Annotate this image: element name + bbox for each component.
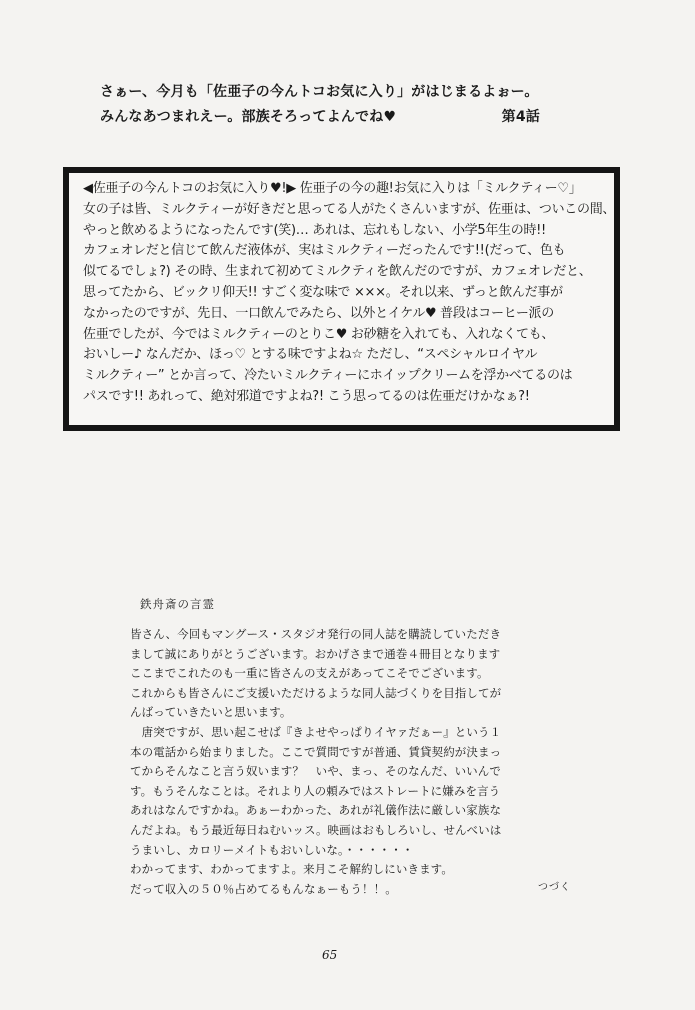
signoff-text: つづく — [538, 882, 571, 893]
column-line: んばっていきたいと思います。 — [130, 705, 292, 720]
column-line: まして誠にありがとうございます。おかげさまで通巻４冊目となります — [130, 646, 501, 661]
handwritten-note-box — [63, 167, 620, 431]
note-line: 似てるでしょ?) その時、生まれて初めてミルクティを飲んだのですが、カフェオレだと、 — [83, 264, 592, 280]
column-line: す。もうそんなことは。それより人の頼みではストレートに嫌みを言う — [130, 783, 501, 798]
column-line: だって収入の５０％占めてるもんなぁーもう！！。 — [130, 881, 397, 896]
column-title: 鉄舟斎の言霊 — [140, 597, 215, 611]
column-line: 皆さん、今回もマングース・スタジオ発行の同人誌を購読していただき — [130, 627, 502, 641]
intro-line-1: さぁー、今月も「佐亜子の今んトコお気に入り」がはじまるよぉー。 — [100, 84, 539, 100]
column-line: あれはなんですかね。あぁーわかった、あれが礼儀作法に厳しい家族な — [130, 803, 502, 818]
note-line: 佐亜でしたが、今ではミルクティーのとりこ♥ お砂糖を入れても、入れなくても、 — [83, 326, 555, 342]
column-line: 唐突ですが、思い起こせば『きよせやっぱりイヤァだぁー』という１ — [130, 724, 502, 739]
episode-label: 第4話 — [501, 109, 540, 125]
note-line: やっと飲めるようになったんです(笑)… あれは、忘れもしない、小学5年生の時!! — [83, 222, 546, 238]
column-body — [130, 625, 560, 899]
column-line: ここまでこれたのも一重に皆さんの支えがあってこそでございます。 — [130, 666, 489, 681]
column-line: んだよね。もう最近毎日ねむいッス。映画はおもしろいし、せんべいは — [130, 822, 502, 837]
note-line: パスです!! あれって、絶対邪道ですよね?! こう思ってるのは佐亜だけかなぁ?! — [83, 388, 530, 404]
column-line: 本の電話から始まりました。ここで質問ですが普通、賃貸契約が決まっ — [130, 744, 502, 759]
note-line: なかったのですが、先日、一口飲んでみたら、以外とイケル♥ 普段はコーヒー派の — [83, 305, 554, 321]
note-line: カフェオレだと信じて飲んだ液体が、実はミルクティーだったんです!!(だって、色も — [83, 243, 566, 259]
intro-line-2-row — [100, 105, 540, 130]
note-line: ◀佐亜子の今んトコのお気に入り♥!▶ 佐亜子の今の趣!お気に入りは「ミルクティー♡」 — [83, 181, 582, 196]
column-line: うまいし、カロリーメイトもおいしいな。・・・・・・ — [130, 842, 414, 857]
note-line: ミルクティー” とか言って、冷たいミルクティーにホイップクリームを浮かべてるのは — [83, 368, 573, 384]
handwritten-note-text — [83, 179, 616, 408]
column-line: てからそんなこと言う奴います？ いや、まっ、そのなんだ、いいんで — [130, 764, 501, 779]
note-line: おいしー♪ なんだか、ほっ♡ とする味ですよね☆ ただし、“スペシャルロイヤル — [83, 347, 538, 363]
intro-line-2: みんなあつまれえー。部族そろってよんでね♥ — [100, 109, 397, 125]
column-line: わかってます、わかってますよ。来月こそ解約しにいきます。 — [130, 862, 453, 877]
note-line: 思ってたから、ビックリ仰天!! すごく変な味で ×××。それ以来、ずっと飲んだ事が — [83, 284, 563, 300]
intro-text — [100, 80, 540, 130]
column-line: これからも皆さんにご支援いただけるような同人誌づくりを目指してが — [130, 685, 502, 700]
page-number: 65 — [322, 948, 338, 962]
note-line: 女の子は皆、ミルクティーが好きだと思ってる人がたくさんいますが、佐亜は、ついこの間、 — [83, 201, 616, 217]
